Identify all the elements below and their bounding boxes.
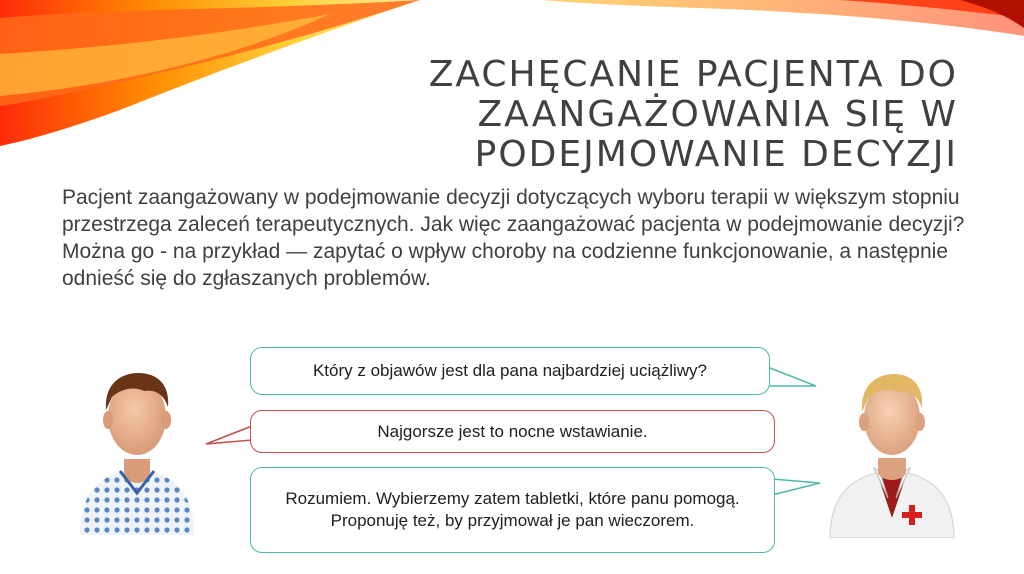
doctor-question-text: Który z objawów jest dla pana najbardziej uciążliwy? (312, 361, 708, 380)
title-line-3: PODEJMOWANIE DECYZJI (474, 134, 958, 175)
title-line-2: ZAANGAŻOWANIA SIĘ W (477, 94, 958, 135)
doctor-reply-text: Rozumiem. Wybierzemy zatem tabletki, które panu pomogą. Proponuję też, by przyjmował je pan wieczorem. (285, 489, 740, 530)
doctor-speech-bubble (250, 347, 770, 395)
doctor-reply-bubble (250, 467, 775, 553)
patient-answer-text: Najgorsze jest to nocne wstawianie. (377, 421, 648, 441)
title-line-1: ZACHĘCANIE PACJENTA DO (428, 54, 958, 95)
slide-title (258, 55, 958, 175)
patient-avatar-icon (72, 365, 202, 535)
patient-speech-bubble (250, 410, 775, 453)
doctor-avatar-icon (822, 368, 962, 538)
slide-body-text: Pacjent zaangażowany w podejmowanie decyzji dotyczących wyboru terapii w większym stopniu przestrzega zaleceń terapeutycznych. Jak więc zaangażować pacjenta w podejmowanie decyzji? Można go - na przykład — zapytać o wpływ choroby na codzienne funkcjonowanie, a następnie odnieść się do zgłaszanych problemów. (62, 186, 965, 290)
